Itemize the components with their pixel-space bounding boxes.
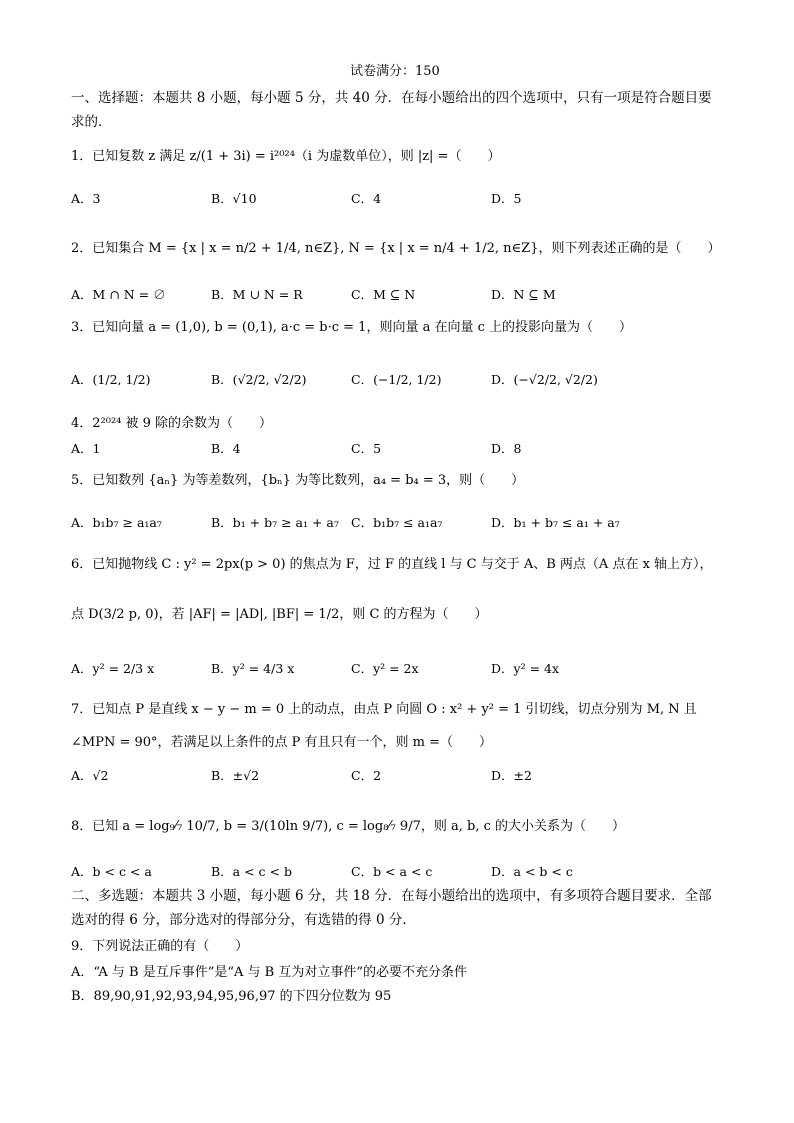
question-8-option-a: A．b < c < a (71, 864, 152, 879)
section-1-line-1: 一、选择题：本题共 8 小题，每小题 5 分，共 40 分．在每小题给出的四个选项中，只有一项是符合题目要 (71, 90, 712, 106)
question-9-stem: 9．下列说法正确的有（ ） (71, 939, 249, 954)
question-7-option-a: A．√2 (71, 768, 109, 783)
question-7-option-c: C．2 (351, 768, 382, 783)
question-6-option-b: B．y² = 4/3 x (211, 661, 295, 676)
question-9-option-b: B．89,90,91,92,93,94,95,96,97 的下四分位数为 95 (71, 989, 392, 1004)
question-7-stem-continued: ∠MPN = 90°，若满足以上条件的点 P 有且只有一个，则 m =（ ） (71, 735, 493, 750)
question-5-option-a: A．b₁b₇ ≥ a₁a₇ (71, 515, 162, 530)
question-9-option-a: A．“A 与 B 是互斥事件”是“A 与 B 互为对立事件”的必要不充分条件 (71, 965, 467, 980)
question-4-option-b: B．4 (211, 441, 241, 456)
question-2-stem: 2．已知集合 M = {x | x = n/2 + 1/4, n∈Z}, N = {x | x = n/4 + 1/2, n∈Z}，则下列表述正确的是（ ） (71, 241, 721, 256)
question-3-option-a: A．(1/2, 1/2) (71, 372, 151, 387)
question-6-option-c: C．y² = 2x (351, 661, 419, 676)
question-4-option-c: C．5 (351, 441, 382, 456)
question-4-option-d: D．8 (491, 441, 522, 456)
question-2-option-b: B．M ∪ N = R (211, 287, 303, 302)
section-2-line-1: 二、多选题：本题共 3 小题，每小题 6 分，共 18 分．在每小题给出的选项中，有多项符合题目要求．全部 (71, 888, 712, 904)
question-3-option-c: C．(−1/2, 1/2) (351, 372, 442, 387)
question-1-stem: 1．已知复数 z 满足 z/(1 + 3i) = i²⁰²⁴（i 为虚数单位），则 |z| =（ ） (71, 149, 501, 164)
question-3-stem: 3．已知向量 a = (1,0), b = (0,1), a·c = b·c = 1，则向量 a 在向量 c 上的投影向量为（ ） (71, 320, 632, 335)
question-2-option-a: A．M ∩ N = ∅ (71, 287, 166, 302)
question-4-stem: 4．2²⁰²⁴ 被 9 除的余数为（ ） (71, 416, 273, 431)
question-1-option-d: D．5 (491, 191, 522, 206)
section-1-header (71, 86, 731, 134)
question-6-stem: 6．已知抛物线 C : y² = 2px(p > 0) 的焦点为 F，过 F 的直线 l 与 C 与交于 A、B 两点（A 点在 x 轴上方）， (71, 557, 713, 572)
question-8-option-d: D．a < b < c (491, 864, 573, 879)
section-1-line-2: 求的． (71, 114, 112, 130)
question-3-option-d: D．(−√2/2, √2/2) (491, 372, 598, 387)
question-1-option-a: A．3 (71, 191, 101, 206)
question-8-option-b: B．a < c < b (211, 864, 292, 879)
question-3-option-b: B．(√2/2, √2/2) (211, 372, 307, 387)
question-6-option-d: D．y² = 4x (491, 661, 560, 676)
question-6-stem-continued: 点 D(3/2 p, 0)，若 |AF| = |AD|, |BF| = 1/2，则 C 的方程为（ ） (71, 607, 488, 622)
question-5-stem: 5．已知数列 {aₙ} 为等差数列，{bₙ} 为等比数列，a₄ = b₄ = 3，则（ ） (71, 473, 525, 488)
section-2-line-2: 选对的得 6 分，部分选对的得部分分，有选错的得 0 分． (71, 912, 416, 928)
question-5-option-c: C．b₁b₇ ≤ a₁a₇ (351, 515, 443, 530)
question-7-option-b: B．±√2 (211, 768, 260, 783)
question-1-option-c: C．4 (351, 191, 382, 206)
question-5-option-d: D．b₁ + b₇ ≤ a₁ + a₇ (491, 515, 620, 530)
question-1-option-b: B．√10 (211, 191, 257, 206)
question-4-option-a: A．1 (71, 441, 101, 456)
question-8-option-c: C．b < a < c (351, 864, 433, 879)
section-2-header (71, 884, 731, 932)
question-7-stem: 7．已知点 P 是直线 x − y − m = 0 上的动点，由点 P 向圆 O : x² + y² = 1 引切线，切点分别为 M, N 且 (71, 702, 697, 717)
question-8-stem: 8．已知 a = log₉⁄₇ 10/7, b = 3/(10ln 9/7), c = log₈⁄₇ 9/7，则 a, b, c 的大小关系为（ ） (71, 819, 626, 834)
question-2-option-c: C．M ⊆ N (351, 287, 416, 302)
question-5-option-b: B．b₁ + b₇ ≥ a₁ + a₇ (211, 515, 339, 530)
question-7-option-d: D．±2 (491, 768, 532, 783)
question-6-option-a: A．y² = 2/3 x (71, 661, 155, 676)
score-header: 试卷满分：150 (350, 64, 440, 79)
question-2-option-d: D．N ⊆ M (491, 287, 556, 302)
